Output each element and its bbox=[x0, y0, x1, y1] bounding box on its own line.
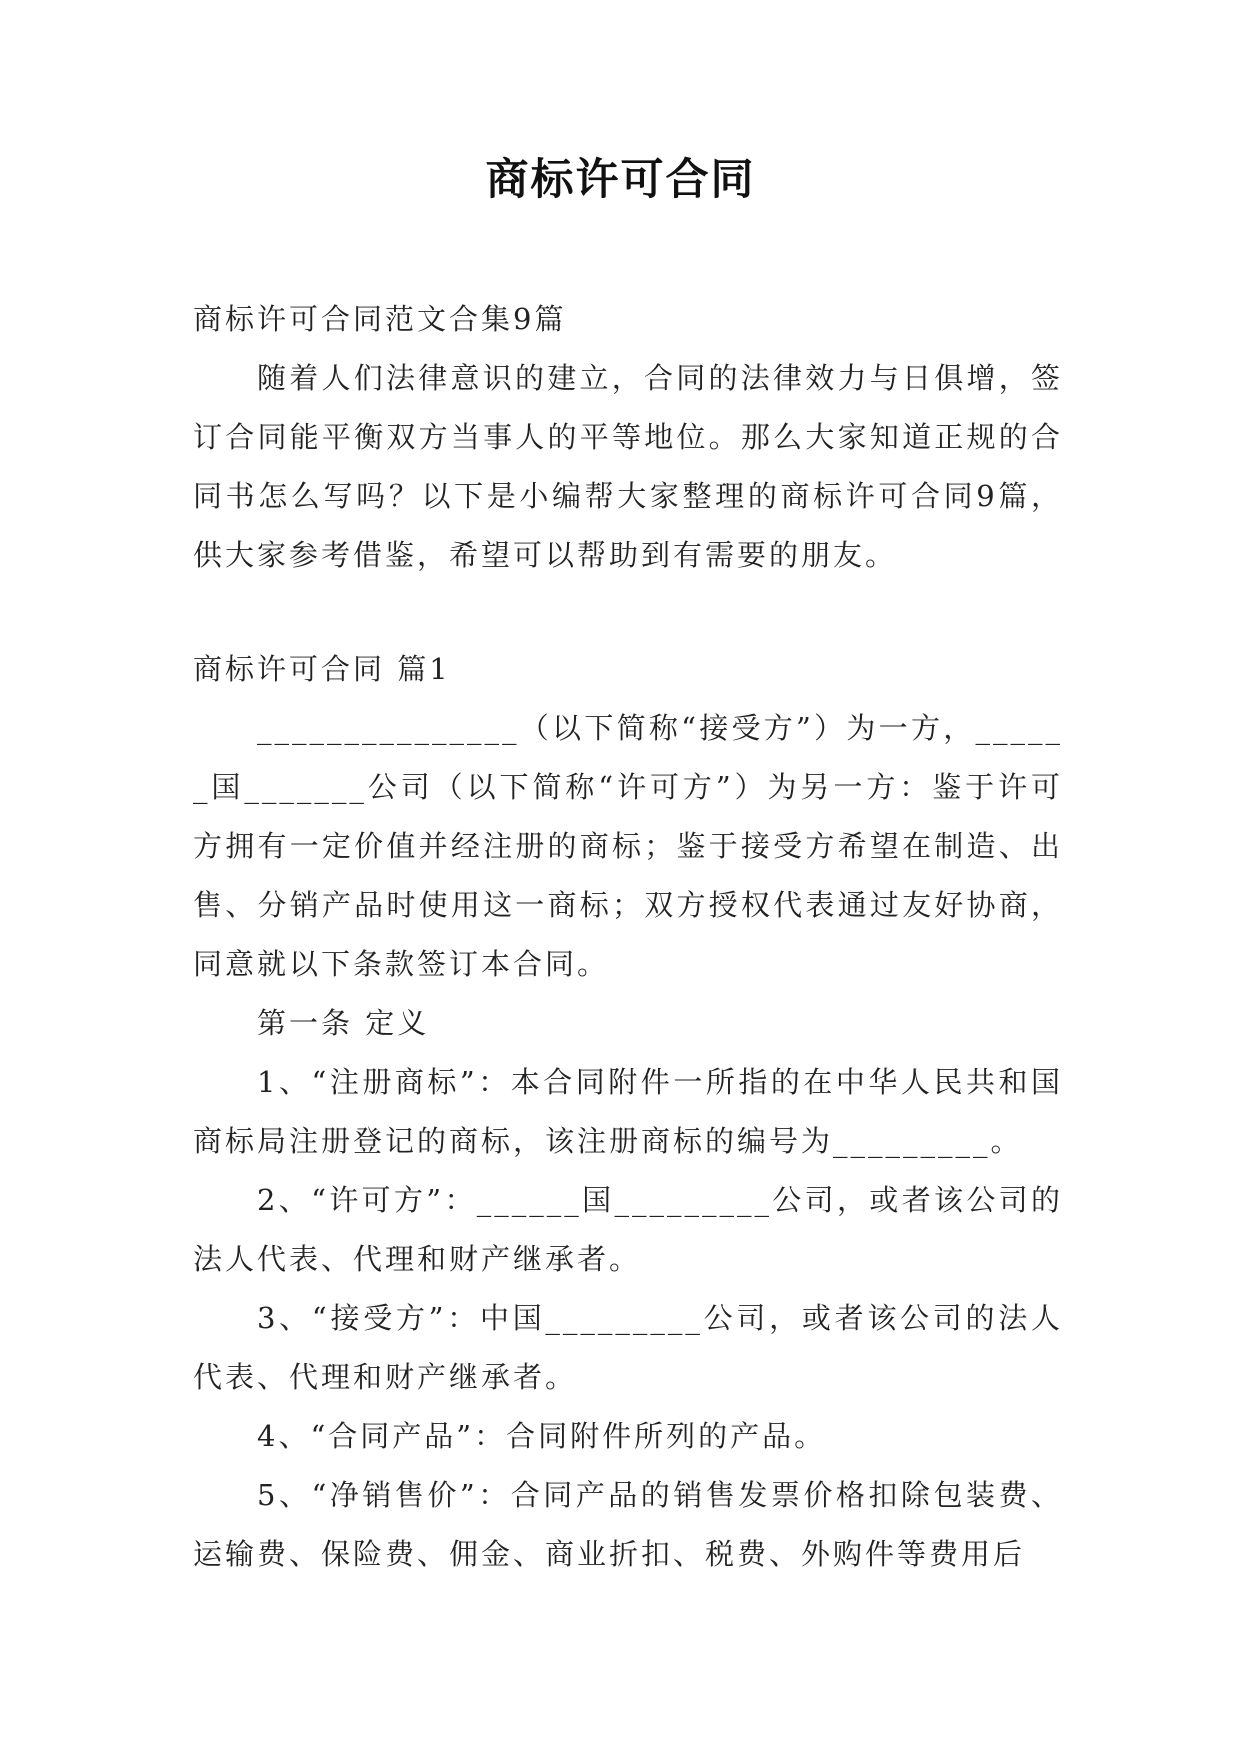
definition-item: 1、“注册商标”：本合同附件一所指的在中华人民共和国商标局注册登记的商标，该注册商标的编号为_________。 bbox=[193, 1065, 1063, 1158]
paragraph-spacer bbox=[193, 585, 1063, 640]
section-heading: 商标许可合同 篇1 bbox=[193, 652, 451, 686]
definition-item: 3、“接受方”：中国_________公司，或者该公司的法人代表、代理和财产继承者。 bbox=[193, 1301, 1063, 1394]
definition-item: 5、“净销售价”：合同产品的销售发票价格扣除包装费、运输费、保险费、佣金、商业折扣、税费、外购件等费用后 bbox=[193, 1478, 1063, 1571]
intro-paragraph: 随着人们法律意识的建立，合同的法律效力与日俱增，签订合同能平衡双方当事人的平等地位。那么大家知道正规的合同书怎么写吗？以下是小编帮大家整理的商标许可合同9篇，供大家参考借鉴，希望可以帮助到有需要的朋友。 bbox=[193, 361, 1063, 572]
document-body bbox=[193, 290, 1063, 1584]
document-title: 商标许可合同 bbox=[485, 155, 756, 205]
subtitle-line: 商标许可合同范文合集9篇 bbox=[193, 302, 567, 336]
definition-item: 4、“合同产品”：合同附件所列的产品。 bbox=[257, 1419, 827, 1453]
preamble-paragraph: _______________（以下简称“接受方”）为一方，______国_______公司（以下简称“许可方”）为另一方：鉴于许可方拥有一定价值并经注册的商标；鉴于接受方希望在制造、出售、分销产品时使用这一商标；双方授权代表通过友好协商，同意就以下条款签订本合同。 bbox=[193, 711, 1063, 981]
article-heading: 第一条 定义 bbox=[257, 1006, 430, 1040]
definition-item: 2、“许可方”：______国_________公司，或者该公司的法人代表、代理和财产继承者。 bbox=[193, 1183, 1063, 1276]
